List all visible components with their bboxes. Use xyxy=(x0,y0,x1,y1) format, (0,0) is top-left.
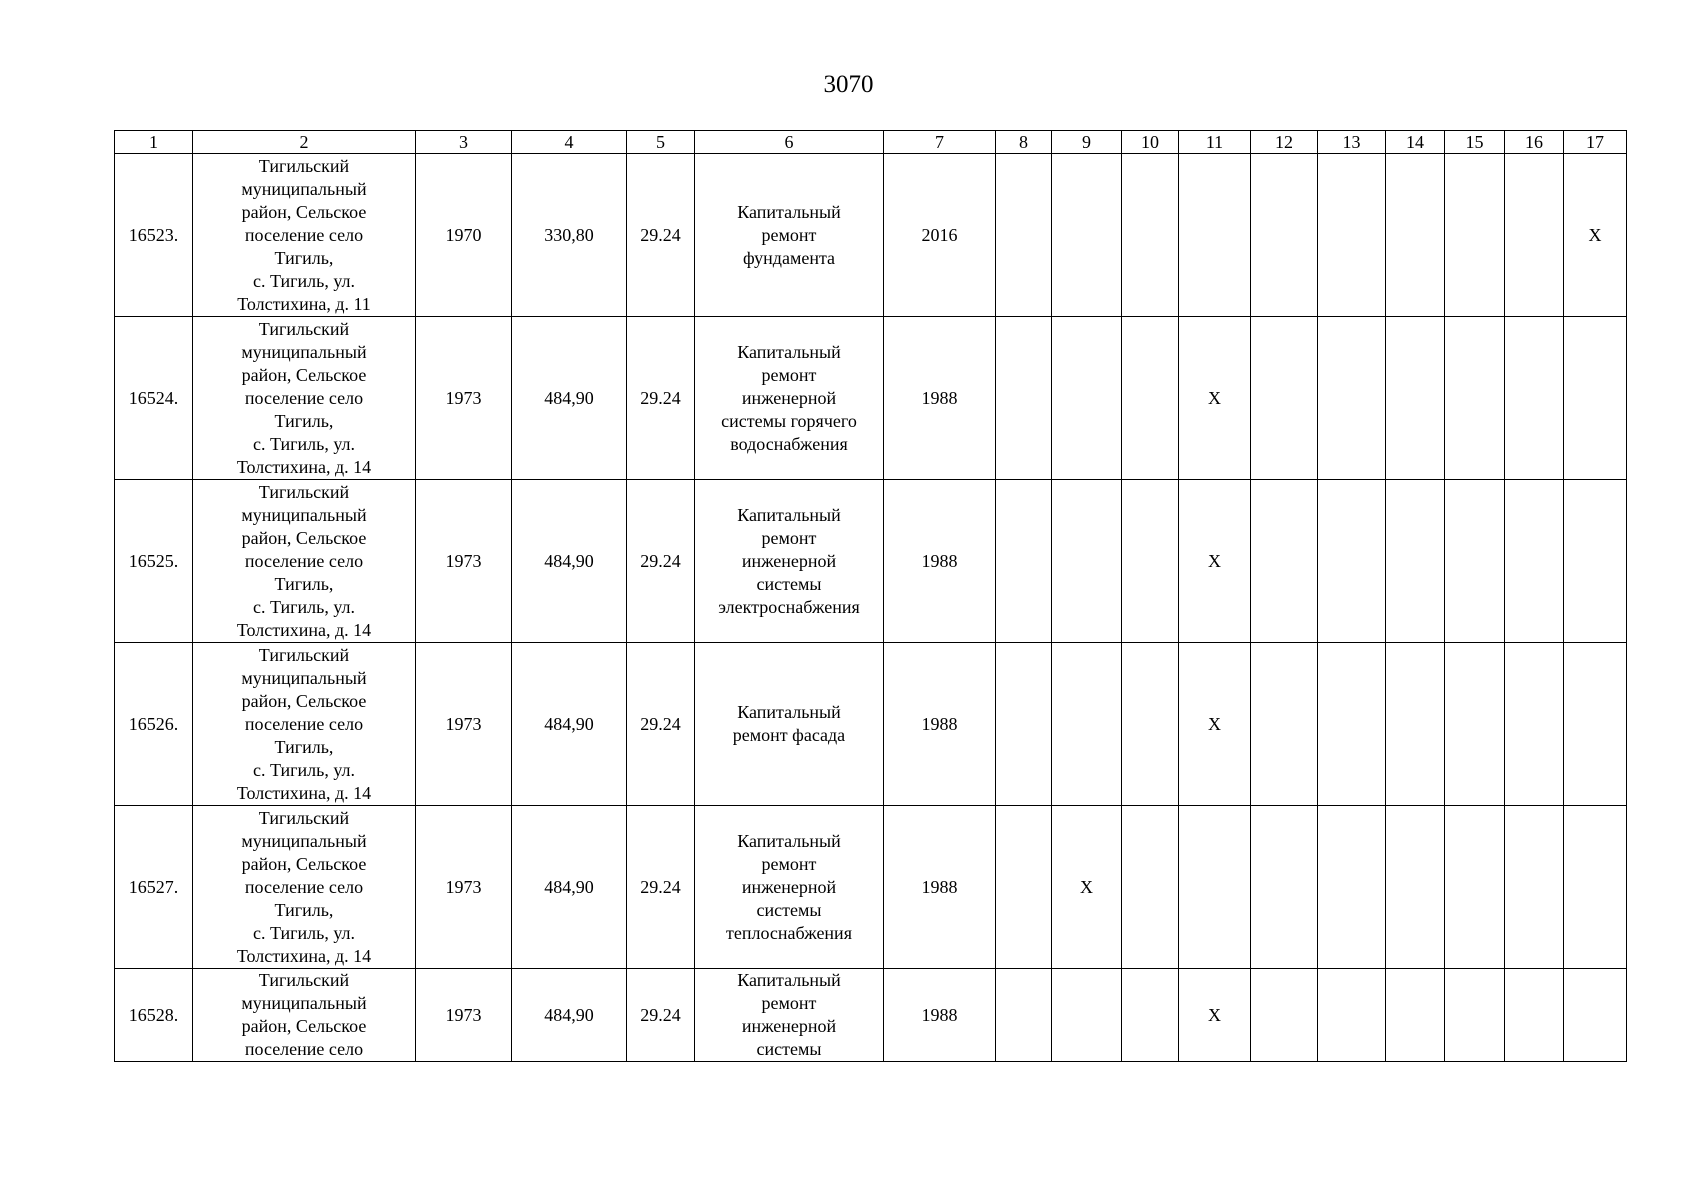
mark-cell xyxy=(1251,154,1318,317)
mark-cell xyxy=(1179,806,1251,969)
mark-cell xyxy=(1318,154,1386,317)
page-number: 3070 xyxy=(823,71,874,98)
mark-cell xyxy=(1445,154,1505,317)
mark-cell xyxy=(1122,154,1179,317)
mark-cell xyxy=(1122,643,1179,806)
mark-cell xyxy=(1052,317,1122,480)
tariff-cell: 29.24 xyxy=(627,969,695,1062)
mark-cell: X xyxy=(1179,480,1251,643)
column-number: 13 xyxy=(1318,131,1386,154)
row-number: 16524. xyxy=(115,317,193,480)
year-built-cell: 1973 xyxy=(416,480,512,643)
column-number: 8 xyxy=(996,131,1052,154)
year-last-repair-cell: 2016 xyxy=(884,154,996,317)
mark-cell xyxy=(1564,643,1627,806)
address-cell: Тигильский муниципальный район, Сельское поселение село Тигиль, с. Тигиль, ул. Толстихина, д. 14 xyxy=(193,643,416,806)
year-built-cell: 1973 xyxy=(416,806,512,969)
mark-cell: X xyxy=(1564,154,1627,317)
year-last-repair-cell: 1988 xyxy=(884,969,996,1062)
mark-cell xyxy=(1251,643,1318,806)
address-cell: Тигильский муниципальный район, Сельское поселение село Тигиль, с. Тигиль, ул. Толстихина, д. 11 xyxy=(193,154,416,317)
column-number: 16 xyxy=(1505,131,1564,154)
mark-cell xyxy=(1251,317,1318,480)
mark-cell: X xyxy=(1179,317,1251,480)
address-cell: Тигильский муниципальный район, Сельское поселение село Тигиль, с. Тигиль, ул. Толстихина, д. 14 xyxy=(193,317,416,480)
tariff-cell: 29.24 xyxy=(627,480,695,643)
column-number: 9 xyxy=(1052,131,1122,154)
mark-cell xyxy=(1052,643,1122,806)
address-cell: Тигильский муниципальный район, Сельское поселение село xyxy=(193,969,416,1062)
tariff-cell: 29.24 xyxy=(627,317,695,480)
row-number: 16527. xyxy=(115,806,193,969)
housing-repair-table xyxy=(114,130,1627,1062)
mark-cell xyxy=(1386,154,1445,317)
area-cell: 330,80 xyxy=(512,154,627,317)
column-number: 6 xyxy=(695,131,884,154)
mark-cell xyxy=(1251,806,1318,969)
table-row xyxy=(115,806,1627,969)
mark-cell xyxy=(1122,806,1179,969)
column-number: 4 xyxy=(512,131,627,154)
column-number: 3 xyxy=(416,131,512,154)
mark-cell: X xyxy=(1179,969,1251,1062)
mark-cell xyxy=(1122,317,1179,480)
area-cell: 484,90 xyxy=(512,480,627,643)
mark-cell xyxy=(1318,643,1386,806)
row-number: 16528. xyxy=(115,969,193,1062)
mark-cell xyxy=(1386,969,1445,1062)
mark-cell xyxy=(1386,480,1445,643)
area-cell: 484,90 xyxy=(512,643,627,806)
mark-cell xyxy=(1386,643,1445,806)
mark-cell xyxy=(996,480,1052,643)
mark-cell xyxy=(1564,969,1627,1062)
year-built-cell: 1973 xyxy=(416,643,512,806)
mark-cell xyxy=(1318,969,1386,1062)
column-number: 10 xyxy=(1122,131,1179,154)
mark-cell xyxy=(1505,643,1564,806)
tariff-cell: 29.24 xyxy=(627,643,695,806)
area-cell: 484,90 xyxy=(512,969,627,1062)
mark-cell xyxy=(996,643,1052,806)
mark-cell xyxy=(1122,969,1179,1062)
row-number: 16526. xyxy=(115,643,193,806)
area-cell: 484,90 xyxy=(512,806,627,969)
tariff-cell: 29.24 xyxy=(627,806,695,969)
mark-cell xyxy=(1386,317,1445,480)
mark-cell: X xyxy=(1052,806,1122,969)
year-last-repair-cell: 1988 xyxy=(884,317,996,480)
mark-cell xyxy=(1251,480,1318,643)
mark-cell xyxy=(1505,480,1564,643)
mark-cell xyxy=(1318,317,1386,480)
work-type-cell: Капитальный ремонт фасада xyxy=(695,643,884,806)
mark-cell xyxy=(1318,480,1386,643)
table-row xyxy=(115,317,1627,480)
address-cell: Тигильский муниципальный район, Сельское поселение село Тигиль, с. Тигиль, ул. Толстихина, д. 14 xyxy=(193,806,416,969)
area-cell: 484,90 xyxy=(512,317,627,480)
mark-cell xyxy=(996,154,1052,317)
work-type-cell: Капитальный ремонт инженерной системы xyxy=(695,969,884,1062)
mark-cell xyxy=(1445,806,1505,969)
year-last-repair-cell: 1988 xyxy=(884,643,996,806)
work-type-cell: Капитальный ремонт инженерной системы теплоснабжения xyxy=(695,806,884,969)
work-type-cell: Капитальный ремонт фундамента xyxy=(695,154,884,317)
mark-cell xyxy=(996,317,1052,480)
mark-cell xyxy=(996,806,1052,969)
table-row xyxy=(115,480,1627,643)
mark-cell xyxy=(1052,480,1122,643)
column-number: 11 xyxy=(1179,131,1251,154)
year-last-repair-cell: 1988 xyxy=(884,806,996,969)
table-row xyxy=(115,154,1627,317)
address-cell: Тигильский муниципальный район, Сельское поселение село Тигиль, с. Тигиль, ул. Толстихина, д. 14 xyxy=(193,480,416,643)
mark-cell xyxy=(1251,969,1318,1062)
mark-cell xyxy=(1564,317,1627,480)
column-number: 17 xyxy=(1564,131,1627,154)
mark-cell xyxy=(996,969,1052,1062)
year-built-cell: 1973 xyxy=(416,317,512,480)
mark-cell xyxy=(1505,969,1564,1062)
column-number: 15 xyxy=(1445,131,1505,154)
row-number: 16523. xyxy=(115,154,193,317)
column-number: 12 xyxy=(1251,131,1318,154)
column-number: 7 xyxy=(884,131,996,154)
column-number: 14 xyxy=(1386,131,1445,154)
work-type-cell: Капитальный ремонт инженерной системы электроснабжения xyxy=(695,480,884,643)
mark-cell xyxy=(1564,806,1627,969)
year-built-cell: 1973 xyxy=(416,969,512,1062)
mark-cell xyxy=(1445,643,1505,806)
column-number: 5 xyxy=(627,131,695,154)
work-type-cell: Капитальный ремонт инженерной системы горячего водоснабжения xyxy=(695,317,884,480)
mark-cell xyxy=(1505,154,1564,317)
mark-cell xyxy=(1052,969,1122,1062)
column-number: 1 xyxy=(115,131,193,154)
tariff-cell: 29.24 xyxy=(627,154,695,317)
mark-cell xyxy=(1318,806,1386,969)
mark-cell xyxy=(1505,806,1564,969)
mark-cell xyxy=(1122,480,1179,643)
year-last-repair-cell: 1988 xyxy=(884,480,996,643)
mark-cell xyxy=(1052,154,1122,317)
row-number: 16525. xyxy=(115,480,193,643)
mark-cell xyxy=(1179,154,1251,317)
mark-cell xyxy=(1445,317,1505,480)
column-number-row xyxy=(115,131,1627,154)
mark-cell xyxy=(1386,806,1445,969)
mark-cell xyxy=(1445,969,1505,1062)
mark-cell xyxy=(1445,480,1505,643)
year-built-cell: 1970 xyxy=(416,154,512,317)
mark-cell: X xyxy=(1179,643,1251,806)
table-row xyxy=(115,643,1627,806)
column-number: 2 xyxy=(193,131,416,154)
table-row xyxy=(115,969,1627,1062)
mark-cell xyxy=(1564,480,1627,643)
mark-cell xyxy=(1505,317,1564,480)
